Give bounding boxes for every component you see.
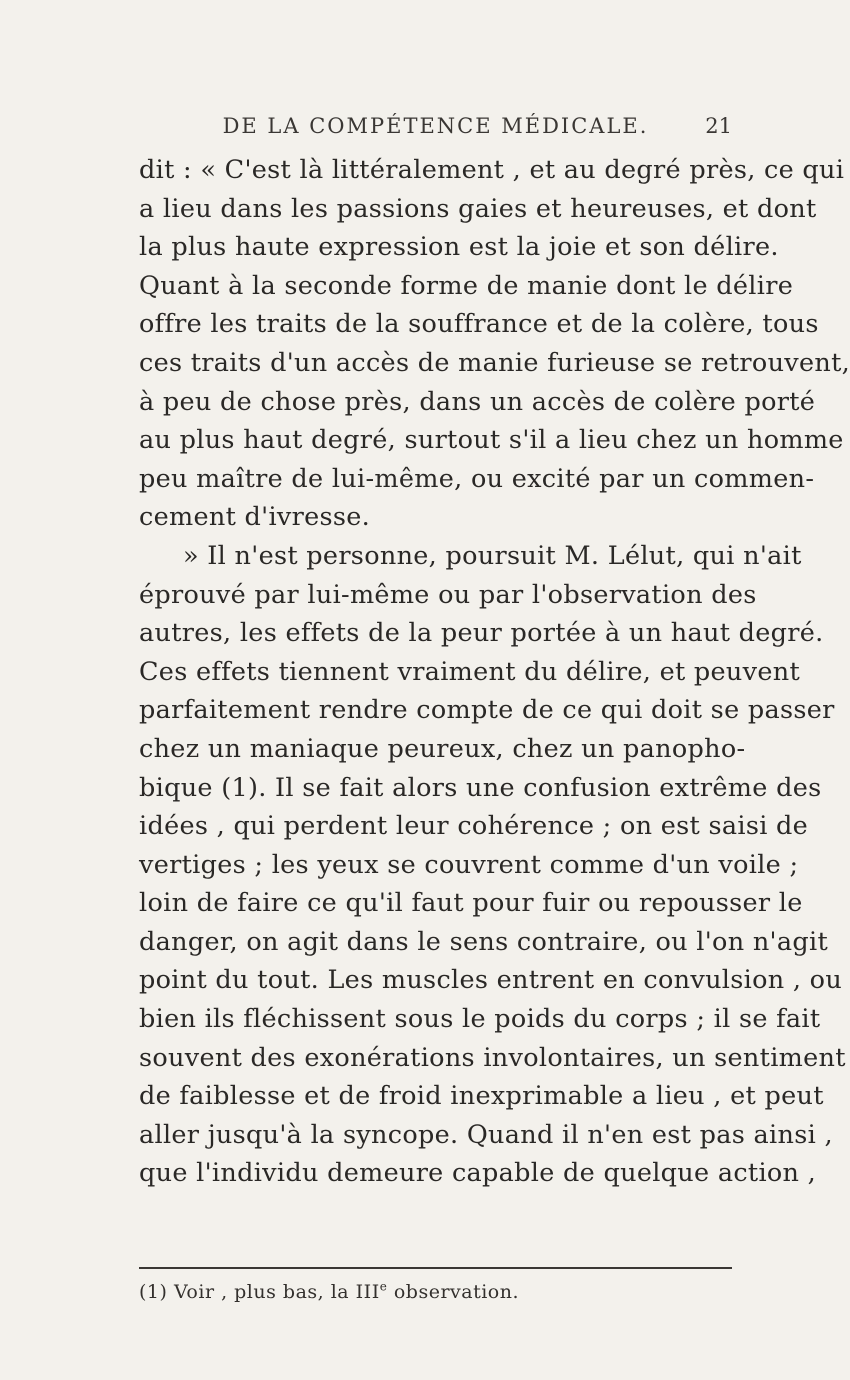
text-line: ces traits d'un accès de manie furieuse se retrouvent,: [139, 347, 850, 378]
text-line: peu maître de lui-même, ou excité par un commen-: [139, 463, 815, 494]
text-line: danger, on agit dans le sens contraire, ou l'on n'agit: [139, 926, 828, 957]
text-line: a lieu dans les passions gaies et heureuses, et dont: [139, 193, 817, 224]
footnote-text-end: observation.: [387, 1281, 520, 1303]
running-title: DE LA COMPÉTENCE MÉDICALE.: [222, 114, 649, 138]
footnote-text: (1) Voir , plus bas, la III: [139, 1281, 380, 1303]
text-line: dit : « C'est là littéralement , et au degré près, ce qui: [139, 155, 845, 185]
text-line: souvent des exonérations involontaires, un sentiment: [139, 1042, 846, 1073]
text-line: au plus haut degré, surtout s'il a lieu chez un homme: [139, 425, 844, 456]
text-line: vertiges ; les yeux se couvrent comme d'un voile ;: [139, 849, 799, 880]
text-line: chez un maniaque peureux, chez un panopho-: [139, 733, 746, 764]
text-line: que l'individu demeure capable de quelque action ,: [139, 1158, 817, 1189]
text-line: Ces effets tiennent vraiment du délire, et peuvent: [139, 656, 801, 687]
text-line: point du tout. Les muscles entrent en convulsion , ou: [139, 965, 843, 996]
footnote: [139, 1281, 732, 1303]
text-line: aller jusqu'à la syncope. Quand il n'en est pas ainsi ,: [139, 1119, 833, 1150]
footnote-superscript: e: [379, 1279, 388, 1294]
running-header: [139, 114, 732, 144]
body-text: [139, 151, 850, 1193]
text-line: Quant à la seconde forme de manie dont le délire: [139, 270, 794, 301]
text-line: bique (1). Il se fait alors une confusion extrême des: [139, 772, 822, 803]
text-line: loin de faire ce qu'il faut pour fuir ou repousser le: [139, 888, 803, 919]
text-line: offre les traits de la souffrance et de la colère, tous: [139, 309, 819, 340]
text-line: de faiblesse et de froid inexprimable a lieu , et peut: [139, 1081, 824, 1112]
text-line: cement d'ivresse.: [139, 502, 371, 533]
page-number: 21: [705, 114, 732, 138]
text-line: idées , qui perdent leur cohérence ; on est saisi de: [139, 811, 809, 842]
text-line: à peu de chose près, dans un accès de colère porté: [139, 386, 816, 417]
text-line: parfaitement rendre compte de ce qui doit se passer: [139, 695, 835, 726]
text-line: bien ils fléchissent sous le poids du corps ; il se fait: [139, 1004, 821, 1035]
text-line: » Il n'est personne, poursuit M. Lélut, qui n'ait: [183, 540, 802, 571]
text-line: éprouvé par lui-même ou par l'observation des: [139, 579, 757, 610]
footnote-divider: [139, 1267, 732, 1269]
text-line: la plus haute expression est la joie et son délire.: [139, 232, 779, 263]
text-line: autres, les effets de la peur portée à un haut degré.: [139, 618, 824, 649]
